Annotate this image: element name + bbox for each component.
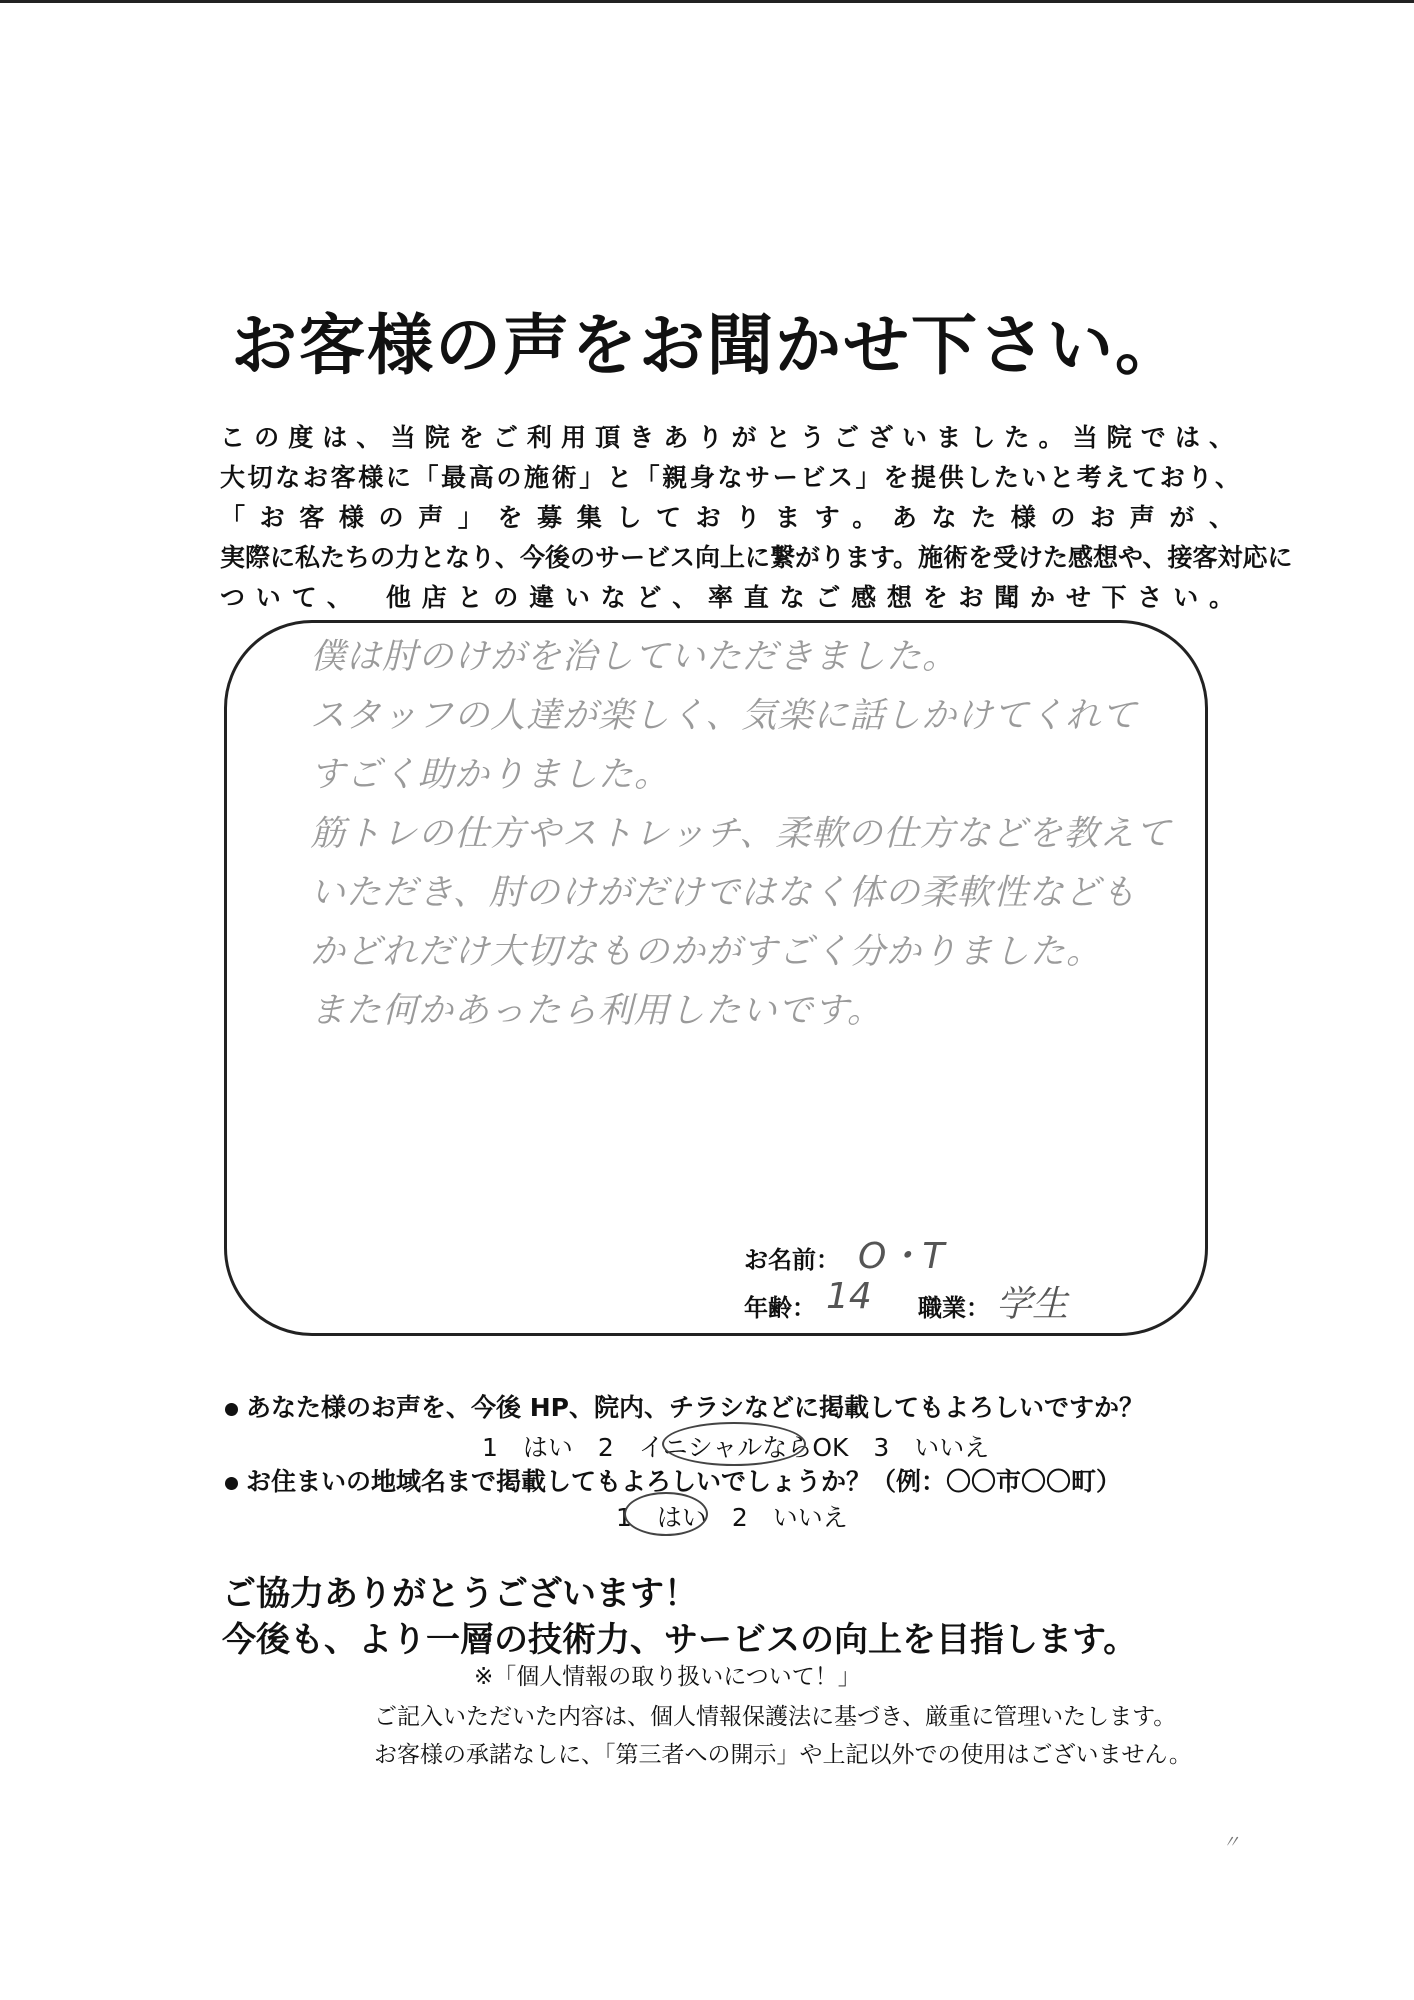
privacy-heading: ※「個人情報の取り扱いについて！」 xyxy=(474,1664,861,1690)
handwritten-comment xyxy=(310,628,1190,1041)
job-label: 職業： xyxy=(918,1294,990,1322)
comment-line: いただき、肘のけがだけではなく体の柔軟性なども xyxy=(310,873,1137,913)
bullet-icon xyxy=(225,1477,238,1490)
question-text: お住まいの地域名まで掲載してもよろしいでしょうか？（例：〇〇市〇〇町） xyxy=(246,1467,1122,1496)
comment-line: すごく助かりました。 xyxy=(310,755,671,795)
intro-line: 実際に私たちの力となり、今後のサービス向上に繋がります。施術を受けた感想や、接客対応に xyxy=(220,543,1293,572)
comment-line: 筋トレの仕方やストレッチ、柔軟の仕方などを教えて xyxy=(310,814,1172,854)
name-label: お名前： xyxy=(744,1246,840,1274)
privacy-line: お客様の承諾なしに、「第三者への開示」や上記以外での使用はございません。 xyxy=(374,1742,1192,1768)
age-label: 年齢： xyxy=(744,1294,816,1322)
circle-mark-icon xyxy=(624,1492,708,1536)
comment-line: また何かあったら利用したいです。 xyxy=(310,991,883,1031)
bullet-icon xyxy=(225,1403,238,1416)
age-value: 14 xyxy=(826,1276,872,1317)
intro-line: 大切なお客様に「最高の施術」と「親身なサービス」を提供したいと考えており、 xyxy=(220,463,1240,492)
intro-line: この度は、当院をご利用頂きありがとうございました。当院では、 xyxy=(220,423,1240,452)
question-publish xyxy=(225,1388,1144,1424)
comment-line: スタッフの人達が楽しく、気楽に話しかけてくれて xyxy=(310,696,1138,736)
name-value: O・T xyxy=(858,1236,945,1277)
margin-scribble-icon: 〃 xyxy=(1222,1832,1240,1853)
privacy-line: ご記入いただいた内容は、個人情報保護法に基づき、厳重に管理いたします。 xyxy=(374,1704,1177,1730)
intro-line: 「お客様の声」を募集しております。あなた様のお声が、 xyxy=(220,503,1240,532)
thanks-line: 今後も、より一層の技術力、サービスの向上を目指します。 xyxy=(222,1620,1138,1660)
comment-line: 僕は肘のけがを治していただきました。 xyxy=(310,637,959,677)
circle-mark-icon xyxy=(662,1422,806,1466)
top-border xyxy=(0,0,1414,3)
region-options: 1 はい 2 いいえ xyxy=(616,1503,848,1532)
comment-line: かどれだけ大切なものかがすごく分かりました。 xyxy=(310,932,1103,972)
thanks-line: ご協力ありがとうございます！ xyxy=(222,1574,698,1614)
intro-line: ついて、 他店との違いなど、率直なご感想をお聞かせ下さい。 xyxy=(220,583,1240,612)
publish-options: 1 はい 2 イニシャルならOK 3 いいえ xyxy=(482,1433,990,1462)
job-value: 学生 xyxy=(996,1284,1069,1325)
intro-paragraph xyxy=(220,418,1293,618)
question-text: あなた様のお声を、今後 HP、院内、チラシなどに掲載してもよろしいですか？ xyxy=(246,1393,1144,1422)
page-title: お客様の声をお聞かせ下さい。 xyxy=(231,307,1183,384)
